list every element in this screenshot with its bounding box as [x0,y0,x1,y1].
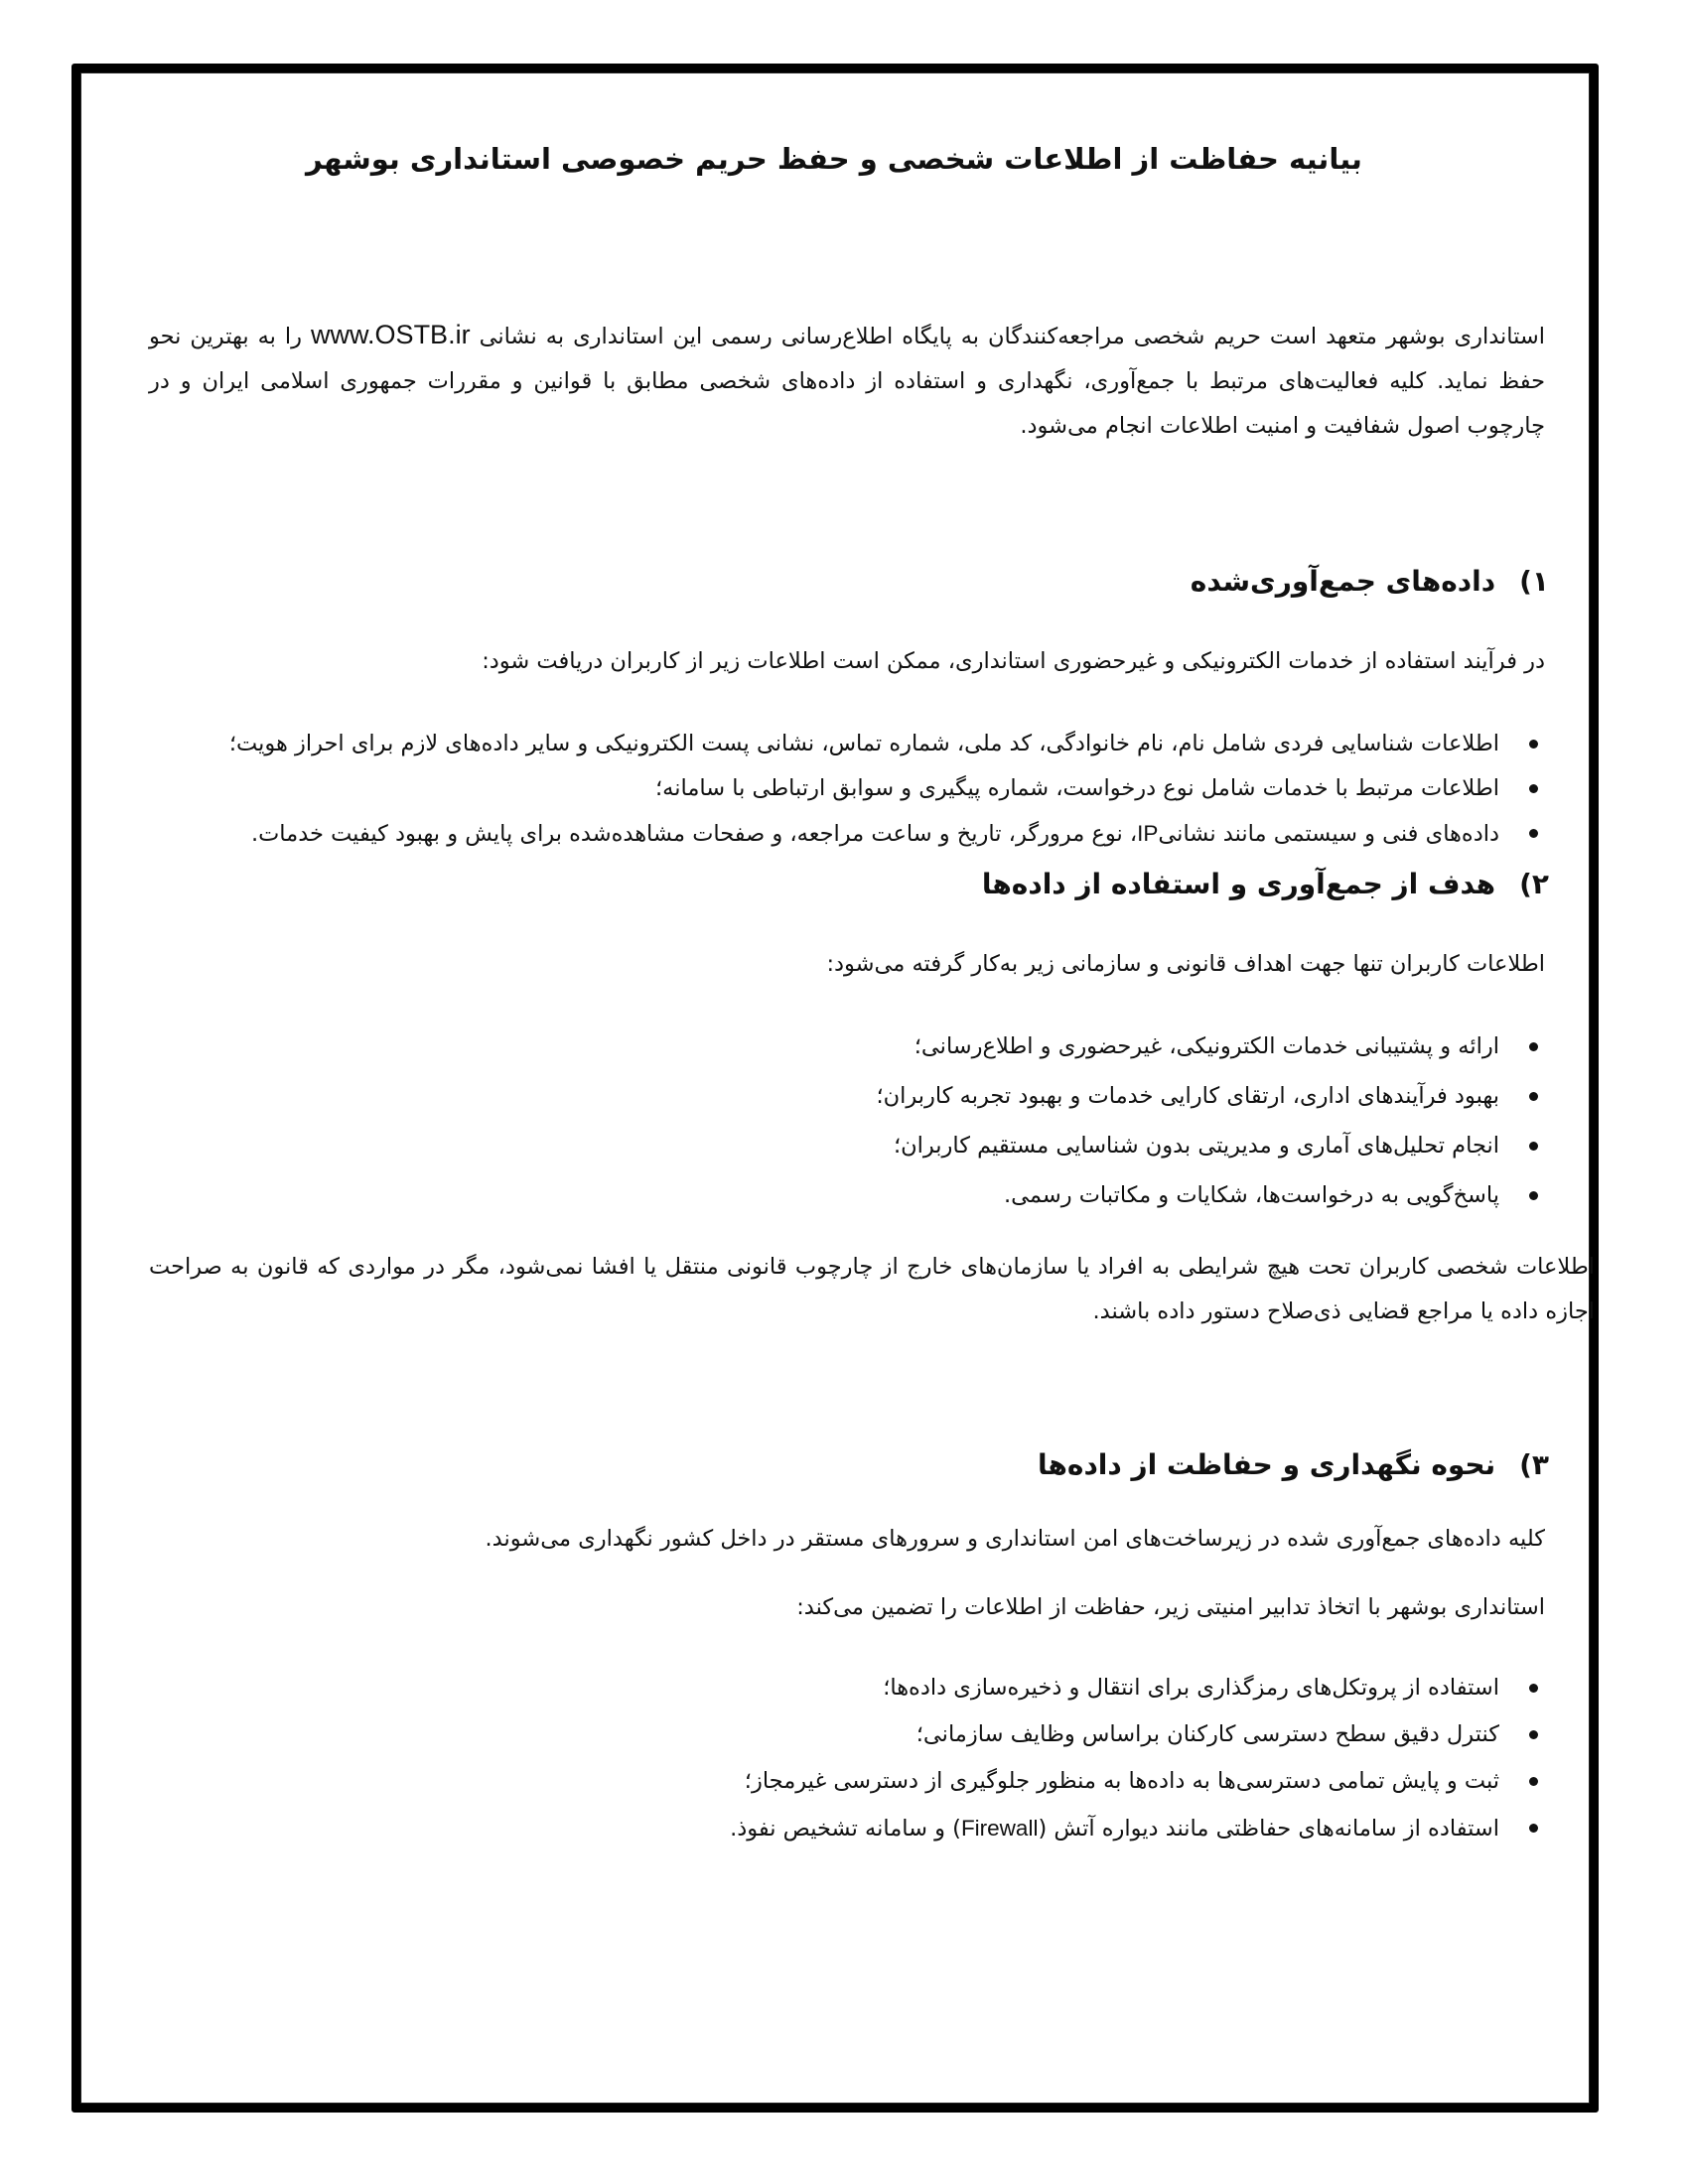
intro-paragraph [149,313,1545,449]
section-1-intro: در فرآیند استفاده از خدمات الکترونیکی و غیرحضوری استانداری، ممکن است اطلاعات زیر از کاربران دریافت شود: [482,648,1545,674]
bullet-icon [1529,829,1538,838]
website-url: www.OSTB.ir [311,320,471,349]
bullet-icon [1529,1191,1538,1200]
bullet-icon [1529,784,1538,793]
bullet-icon [1529,1092,1538,1101]
intro-text-after-url: را به بهترین نحو حفظ نماید. کلیه فعالیت‌های مرتبط با جمع‌آوری، نگهداری و استفاده از داده‌های شخصی مطابق با قوانین و مقررات جمهوری اسلامی ایران و در چارچوب اصول شفافیت و امنیت اطلاعات انجام می‌شود. [149,324,1545,439]
bullet-icon [1529,1684,1538,1693]
list-item: ارائه و پشتیبانی خدمات الکترونیکی، غیرحضوری و اطلاع‌رسانی؛ [149,1024,1559,1069]
bullet-icon [1529,740,1538,749]
document-body [149,139,1595,1853]
bullet-icon [1529,1777,1538,1786]
list-item: داده‌های فنی و سیستمی مانند نشانیIP، نوع مرورگر، تاریخ و ساعت مراجعه، و صفحات مشاهده‌شده برای پایش و بهبود کیفیت خدمات. [149,811,1559,857]
firewall-term: Firewall [960,1816,1039,1841]
section-3-heading [149,1443,1559,1487]
list-item: استفاده از پروتکل‌های رمزگذاری برای انتقال و ذخیره‌سازی داده‌ها؛ [149,1666,1559,1710]
section-3-paragraph-1: کلیه داده‌های جمع‌آوری شده در زیرساخت‌های امن استانداری و سرورهای مستقر در داخل کشور نگهداری می‌شوند. [485,1526,1545,1552]
section-1-heading [149,560,1559,604]
section-2-heading [149,863,1559,906]
section-2-intro: اطلاعات کاربران تنها جهت اهداف قانونی و سازمانی زیر به‌کار گرفته می‌شود: [826,951,1545,977]
section-1-list [149,722,1559,857]
section-1-number: ۱) [1519,565,1549,598]
section-3-title: نحوه نگهداری و حفاظت از داده‌ها [1037,1448,1496,1481]
section-2-number: ۲) [1519,868,1549,900]
list-item: کنترل دقیق سطح دسترسی کارکنان براساس وظایف سازمانی؛ [149,1712,1559,1757]
list-item: اطلاعات شناسایی فردی شامل نام، نام خانوادگی، کد ملی، شماره تماس، نشانی پست الکترونیکی و سایر داده‌های لازم برای احراز هویت؛ [149,722,1559,766]
intro-text-before-url: استانداری بوشهر متعهد است حریم شخصی مراجعه‌کنندگان به پایگاه اطلاع‌رسانی رسمی این استانداری به نشانی [479,324,1546,349]
section-1-title: داده‌های جمع‌آوری‌شده [1190,565,1496,598]
section-2-outro: اطلاعات شخصی کاربران تحت هیچ شرایطی به افراد یا سازمان‌های خارج از چارچوب قانونی منتقل یا افشا نمی‌شود، مگر در مواردی که قانون به صراحت اجازه داده یا مراجع قضایی ذی‌صلاح دستور داده باشند. [149,1254,1595,1324]
list-item: انجام تحلیل‌های آماری و مدیریتی بدون شناسایی مستقیم کاربران؛ [149,1124,1559,1168]
section-2-list [149,1024,1559,1218]
list-item: ثبت و پایش تمامی دسترسی‌ها به داده‌ها به منظور جلوگیری از دسترسی غیرمجاز؛ [149,1759,1559,1804]
section-3-paragraph-2: استانداری بوشهر با اتخاذ تدابیر امنیتی زیر، حفاظت از اطلاعات را تضمین می‌کند: [796,1594,1545,1620]
bullet-icon [1529,1142,1538,1151]
section-3-number: ۳) [1519,1448,1549,1481]
bullet-icon [1529,1730,1538,1739]
section-3-list [149,1666,1559,1851]
bullet-icon [1529,1042,1538,1051]
bullet-icon [1529,1824,1538,1833]
document-title: بیانیه حفاظت از اطلاعات شخصی و حفظ حریم خصوصی استانداری بوشهر [306,142,1362,176]
list-item: اطلاعات مرتبط با خدمات شامل نوع درخواست، شماره پیگیری و سوابق ارتباطی با سامانه؛ [149,766,1559,811]
list-item: پاسخ‌گویی به درخواست‌ها، شکایات و مکاتبات رسمی. [149,1173,1559,1218]
ip-term: IP [1137,821,1159,846]
section-2-title: هدف از جمع‌آوری و استفاده از داده‌ها [981,868,1496,900]
list-item: بهبود فرآیندهای اداری، ارتقای کارایی خدمات و بهبود تجربه کاربران؛ [149,1074,1559,1119]
list-item: استفاده از سامانه‌های حفاظتی مانند دیواره آتش (Firewall) و سامانه تشخیص نفوذ. [149,1806,1559,1851]
